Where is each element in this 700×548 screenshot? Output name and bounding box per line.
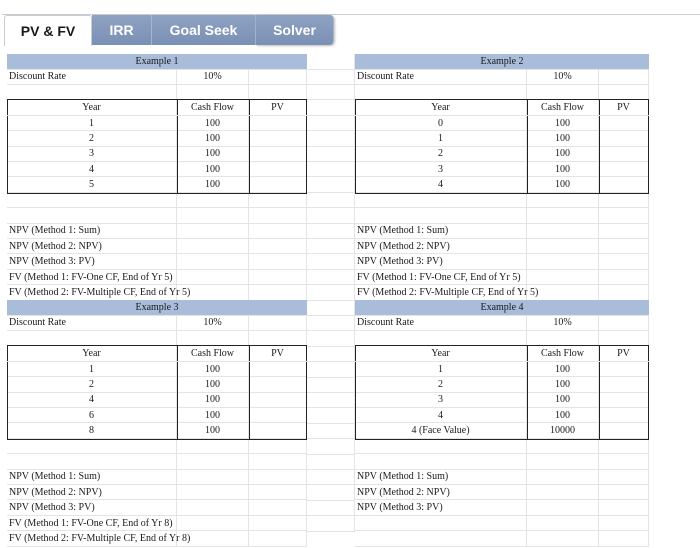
pv-cell[interactable] — [249, 377, 307, 393]
pv-column-header: PV — [249, 100, 307, 116]
method-label: FV (Method 2: FV-Multiple CF, End of Yr 8) — [7, 531, 177, 547]
empty-cell[interactable] — [249, 239, 307, 255]
result-cell[interactable] — [177, 223, 249, 239]
empty-cell[interactable] — [307, 100, 355, 116]
cash-flow-cell[interactable]: 10000 — [527, 423, 599, 439]
empty-cell[interactable] — [177, 454, 249, 470]
year-cell[interactable]: 2 — [7, 131, 177, 147]
year-cell[interactable]: 5 — [7, 177, 177, 193]
empty-cell[interactable] — [355, 454, 527, 470]
pv-cell[interactable] — [599, 423, 649, 439]
cash-flow-cell[interactable]: 100 — [177, 377, 249, 393]
method-label: FV (Method 1: FV-One CF, End of Yr 5) — [7, 270, 177, 286]
empty-cell[interactable] — [599, 500, 649, 516]
column-divider — [249, 99, 250, 193]
cash-flow-cell[interactable]: 100 — [527, 146, 599, 162]
empty-cell[interactable] — [307, 362, 355, 378]
example-title: Example 1 — [7, 54, 307, 70]
cash-flow-cell[interactable]: 100 — [177, 131, 249, 147]
year-column-header: Year — [355, 346, 527, 362]
cash-flow-cell[interactable]: 100 — [177, 116, 249, 132]
method-label: NPV (Method 2: NPV) — [7, 239, 177, 255]
year-cell[interactable]: 3 — [355, 392, 527, 408]
empty-cell[interactable] — [249, 254, 307, 270]
cash-flow-cell[interactable]: 100 — [177, 162, 249, 178]
pv-column-header: PV — [599, 100, 649, 116]
empty-cell[interactable] — [355, 516, 527, 532]
pv-cell[interactable] — [599, 392, 649, 408]
tab-pv-fv[interactable]: PV & FV — [4, 15, 92, 46]
year-cell[interactable]: 1 — [7, 362, 177, 378]
method-label: FV (Method 1: FV-One CF, End of Yr 5) — [355, 270, 527, 286]
empty-cell[interactable] — [249, 454, 307, 470]
year-column-header: Year — [7, 346, 177, 362]
cash-flow-cell[interactable]: 100 — [527, 392, 599, 408]
result-cell[interactable] — [177, 469, 249, 485]
empty-cell[interactable] — [599, 223, 649, 239]
empty-cell[interactable] — [355, 208, 527, 224]
empty-cell[interactable] — [177, 85, 249, 101]
year-cell[interactable]: 1 — [7, 116, 177, 132]
method-label: FV (Method 2: FV-Multiple CF, End of Yr 5) — [355, 285, 527, 301]
result-cell[interactable] — [177, 239, 249, 255]
pv-cell[interactable] — [249, 362, 307, 378]
empty-cell[interactable] — [307, 223, 355, 239]
header-underline — [355, 115, 649, 116]
cash-flow-cell[interactable]: 100 — [177, 362, 249, 378]
column-divider — [177, 99, 178, 193]
pv-cell[interactable] — [249, 131, 307, 147]
empty-cell[interactable] — [307, 285, 355, 301]
year-cell[interactable]: 4 — [7, 162, 177, 178]
result-cell[interactable] — [177, 270, 249, 286]
empty-cell[interactable] — [7, 85, 177, 101]
cash-flow-cell[interactable]: 100 — [527, 131, 599, 147]
empty-cell[interactable] — [307, 239, 355, 255]
empty-cell[interactable] — [307, 85, 355, 101]
method-label: NPV (Method 1: Sum) — [355, 223, 527, 239]
cash-flow-cell[interactable]: 100 — [527, 377, 599, 393]
result-cell[interactable] — [527, 270, 599, 286]
empty-cell[interactable] — [355, 531, 527, 547]
empty-cell[interactable] — [307, 454, 355, 470]
tab-solver[interactable]: Solver — [256, 15, 334, 45]
cash-flow-cell[interactable]: 100 — [527, 162, 599, 178]
method-label: NPV (Method 3: PV) — [355, 500, 527, 516]
pv-cell[interactable] — [599, 162, 649, 178]
year-cell[interactable]: 2 — [355, 146, 527, 162]
empty-cell[interactable] — [249, 469, 307, 485]
empty-cell[interactable] — [599, 239, 649, 255]
empty-cell[interactable] — [599, 485, 649, 501]
result-cell[interactable] — [177, 485, 249, 501]
empty-cell[interactable] — [249, 439, 307, 455]
empty-cell[interactable] — [249, 331, 307, 347]
header-underline — [355, 361, 649, 362]
empty-cell[interactable] — [307, 485, 355, 501]
pv-cell[interactable] — [249, 408, 307, 424]
year-column-header: Year — [7, 100, 177, 116]
cash-flow-cell[interactable]: 100 — [177, 423, 249, 439]
discount-rate-label: Discount Rate — [7, 315, 177, 331]
empty-cell[interactable] — [249, 531, 307, 547]
empty-cell[interactable] — [249, 270, 307, 286]
empty-cell[interactable] — [307, 516, 355, 532]
empty-cell[interactable] — [527, 85, 599, 101]
cash-flow-cell[interactable]: 100 — [177, 146, 249, 162]
empty-cell[interactable] — [307, 501, 355, 517]
year-column-header: Year — [355, 100, 527, 116]
cash-flow-cell[interactable]: 100 — [527, 362, 599, 378]
empty-cell[interactable] — [249, 69, 307, 85]
year-cell[interactable]: 4 — [355, 177, 527, 193]
result-cell[interactable] — [177, 285, 249, 301]
sheet-tab-bar — [2, 14, 700, 46]
empty-cell[interactable] — [599, 516, 649, 532]
empty-cell[interactable] — [307, 69, 355, 85]
pv-cell[interactable] — [599, 131, 649, 147]
year-cell[interactable]: 4 — [355, 408, 527, 424]
empty-cell[interactable] — [527, 208, 599, 224]
empty-cell[interactable] — [307, 439, 355, 455]
result-cell[interactable] — [527, 516, 599, 532]
empty-cell[interactable] — [307, 193, 355, 209]
empty-cell[interactable] — [527, 331, 599, 347]
cash-flow-cell[interactable]: 100 — [527, 408, 599, 424]
empty-cell[interactable] — [307, 424, 355, 440]
empty-cell[interactable] — [307, 393, 355, 409]
empty-cell[interactable] — [307, 254, 355, 270]
empty-cell[interactable] — [599, 208, 649, 224]
empty-cell[interactable] — [307, 270, 355, 286]
empty-cell[interactable] — [599, 254, 649, 270]
empty-cell[interactable] — [599, 285, 649, 301]
result-cell[interactable] — [527, 485, 599, 501]
discount-rate-value[interactable]: 10% — [527, 315, 599, 331]
empty-cell[interactable] — [249, 516, 307, 532]
empty-cell[interactable] — [527, 193, 599, 209]
discount-rate-value[interactable]: 10% — [177, 69, 249, 85]
empty-cell[interactable] — [599, 85, 649, 101]
empty-cell[interactable] — [307, 54, 355, 70]
empty-cell[interactable] — [307, 162, 355, 178]
cash-flow-column-header: Cash Flow — [177, 100, 249, 116]
method-label: NPV (Method 3: PV) — [7, 254, 177, 270]
empty-cell[interactable] — [249, 500, 307, 516]
cash-flow-cell[interactable]: 100 — [177, 177, 249, 193]
result-cell[interactable] — [527, 500, 599, 516]
empty-cell[interactable] — [249, 285, 307, 301]
result-cell[interactable] — [177, 254, 249, 270]
empty-cell[interactable] — [249, 208, 307, 224]
empty-cell[interactable] — [599, 439, 649, 455]
empty-cell[interactable] — [599, 193, 649, 209]
year-cell[interactable]: 8 — [7, 423, 177, 439]
empty-cell[interactable] — [307, 146, 355, 162]
pv-column-header: PV — [599, 346, 649, 362]
result-cell[interactable] — [177, 531, 249, 547]
result-cell[interactable] — [527, 469, 599, 485]
empty-cell[interactable] — [177, 193, 249, 209]
empty-cell[interactable] — [307, 331, 355, 347]
column-divider — [599, 99, 600, 193]
empty-cell[interactable] — [307, 208, 355, 224]
empty-cell[interactable] — [599, 69, 649, 85]
empty-cell[interactable] — [307, 470, 355, 486]
column-divider — [599, 345, 600, 439]
pv-cell[interactable] — [249, 177, 307, 193]
example-title: Example 3 — [7, 300, 307, 316]
empty-cell[interactable] — [7, 193, 177, 209]
method-label: NPV (Method 3: PV) — [355, 254, 527, 270]
empty-cell[interactable] — [599, 331, 649, 347]
empty-cell[interactable] — [249, 485, 307, 501]
empty-cell[interactable] — [355, 193, 527, 209]
pv-column-header: PV — [249, 346, 307, 362]
empty-cell[interactable] — [599, 270, 649, 286]
pv-cell[interactable] — [249, 423, 307, 439]
method-label: NPV (Method 1: Sum) — [7, 223, 177, 239]
example-title: Example 4 — [355, 300, 649, 316]
empty-cell[interactable] — [527, 454, 599, 470]
empty-cell[interactable] — [355, 331, 527, 347]
empty-cell[interactable] — [527, 439, 599, 455]
tab-goal-seek[interactable]: Goal Seek — [152, 15, 256, 45]
method-label: NPV (Method 2: NPV) — [7, 485, 177, 501]
empty-cell[interactable] — [599, 469, 649, 485]
discount-rate-value[interactable]: 10% — [527, 69, 599, 85]
empty-cell[interactable] — [7, 208, 177, 224]
pv-cell[interactable] — [599, 377, 649, 393]
column-divider — [527, 99, 528, 193]
empty-cell[interactable] — [249, 315, 307, 331]
method-label: NPV (Method 1: Sum) — [7, 469, 177, 485]
empty-cell[interactable] — [7, 454, 177, 470]
empty-cell[interactable] — [307, 408, 355, 424]
year-cell[interactable]: 3 — [7, 146, 177, 162]
empty-cell[interactable] — [599, 531, 649, 547]
year-cell[interactable]: 2 — [355, 377, 527, 393]
empty-cell[interactable] — [307, 347, 355, 363]
tab-irr[interactable]: IRR — [92, 15, 152, 45]
cash-flow-cell[interactable]: 100 — [527, 177, 599, 193]
cash-flow-cell[interactable]: 100 — [177, 408, 249, 424]
pv-cell[interactable] — [249, 116, 307, 132]
empty-cell[interactable] — [599, 315, 649, 331]
empty-cell[interactable] — [307, 131, 355, 147]
year-cell[interactable]: 1 — [355, 362, 527, 378]
empty-cell[interactable] — [307, 300, 355, 316]
cash-flow-column-header: Cash Flow — [527, 346, 599, 362]
pv-cell[interactable] — [599, 362, 649, 378]
year-cell[interactable]: 0 — [355, 116, 527, 132]
pv-cell[interactable] — [249, 162, 307, 178]
result-cell[interactable] — [527, 531, 599, 547]
discount-rate-label: Discount Rate — [355, 315, 527, 331]
empty-cell[interactable] — [355, 439, 527, 455]
method-label: FV (Method 2: FV-Multiple CF, End of Yr 5) — [7, 285, 177, 301]
header-underline — [7, 115, 307, 116]
header-underline — [7, 361, 307, 362]
result-cell[interactable] — [527, 254, 599, 270]
pv-cell[interactable] — [599, 116, 649, 132]
result-cell[interactable] — [527, 285, 599, 301]
method-label: NPV (Method 1: Sum) — [355, 469, 527, 485]
cash-flow-column-header: Cash Flow — [527, 100, 599, 116]
result-cell[interactable] — [177, 500, 249, 516]
discount-rate-value[interactable]: 10% — [177, 315, 249, 331]
cash-flow-cell[interactable]: 100 — [527, 116, 599, 132]
year-cell[interactable]: 2 — [7, 377, 177, 393]
empty-cell[interactable] — [307, 316, 355, 332]
column-divider — [527, 345, 528, 439]
year-cell[interactable]: 6 — [7, 408, 177, 424]
result-cell[interactable] — [177, 516, 249, 532]
pv-cell[interactable] — [599, 146, 649, 162]
empty-cell[interactable] — [7, 331, 177, 347]
year-cell[interactable]: 4 (Face Value) — [355, 423, 527, 439]
method-label: NPV (Method 2: NPV) — [355, 239, 527, 255]
column-divider — [177, 345, 178, 439]
column-divider — [249, 345, 250, 439]
year-cell[interactable]: 1 — [355, 131, 527, 147]
empty-cell[interactable] — [177, 208, 249, 224]
empty-cell[interactable] — [7, 439, 177, 455]
result-cell[interactable] — [527, 223, 599, 239]
pv-cell[interactable] — [599, 177, 649, 193]
method-label: NPV (Method 2: NPV) — [355, 485, 527, 501]
empty-cell[interactable] — [599, 454, 649, 470]
pv-cell[interactable] — [249, 392, 307, 408]
cash-flow-column-header: Cash Flow — [177, 346, 249, 362]
empty-cell[interactable] — [177, 439, 249, 455]
pv-cell[interactable] — [249, 146, 307, 162]
result-cell[interactable] — [527, 239, 599, 255]
empty-cell[interactable] — [355, 85, 527, 101]
empty-cell[interactable] — [249, 193, 307, 209]
empty-cell[interactable] — [307, 177, 355, 193]
empty-cell[interactable] — [249, 223, 307, 239]
empty-cell[interactable] — [307, 116, 355, 132]
empty-cell[interactable] — [249, 85, 307, 101]
discount-rate-label: Discount Rate — [355, 69, 527, 85]
discount-rate-label: Discount Rate — [7, 69, 177, 85]
pv-cell[interactable] — [599, 408, 649, 424]
example-title: Example 2 — [355, 54, 649, 70]
empty-cell[interactable] — [307, 377, 355, 393]
year-cell[interactable]: 4 — [7, 392, 177, 408]
empty-cell[interactable] — [177, 331, 249, 347]
cash-flow-cell[interactable]: 100 — [177, 392, 249, 408]
method-label: FV (Method 1: FV-One CF, End of Yr 8) — [7, 516, 177, 532]
method-label: NPV (Method 3: PV) — [7, 500, 177, 516]
year-cell[interactable]: 3 — [355, 162, 527, 178]
